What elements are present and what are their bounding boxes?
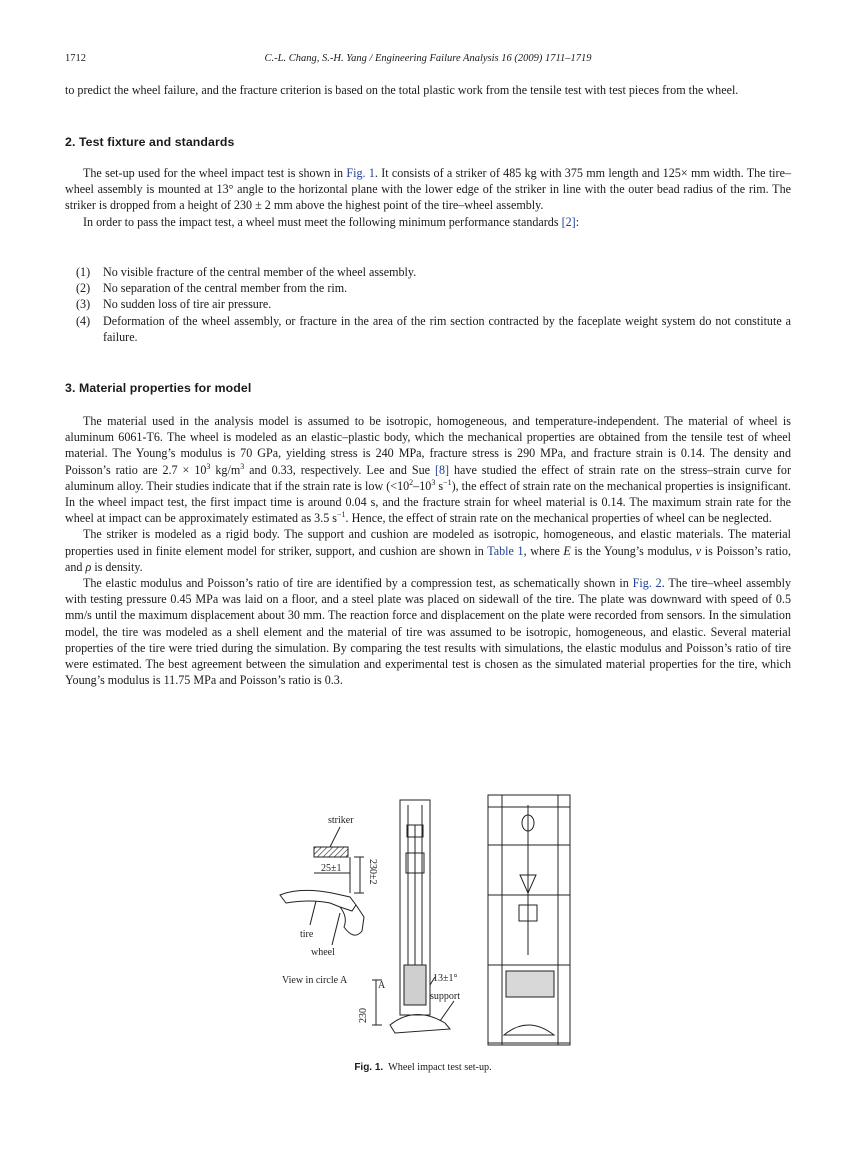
label-wheel: wheel <box>311 947 335 958</box>
text-run: have studied the effect of strain rate on the stress–strain curve for aluminum alloy. Their studies indicate that if the strain rate is low (<10 <box>65 462 791 493</box>
text-run: , where <box>523 543 564 558</box>
caption-label: Fig. 1. <box>354 1062 384 1073</box>
superscript: 3 <box>431 477 436 487</box>
symbol-E: E <box>563 543 571 558</box>
standard-item-1 <box>65 264 791 280</box>
list-number: (2) <box>76 281 91 296</box>
text-run: The elastic modulus and Poisson’s ratio of tire are identified by a compression test, as schematically shown in <box>83 576 633 591</box>
label-tire: tire <box>300 929 314 940</box>
symbol-v: v <box>695 543 702 558</box>
text-run: . The tire–wheel assembly with testing pressure 0.45 MPa was laid on a floor, and a steel plate was placed on sidewall of the tire. The plate was downward with speed of 0.5 mm/s until the maximum displacement about 30 mm. The reaction force and displacement on the plate were recorded from sensors. In the simulation model, the tire was modeled as a shell element and the material of tire was assumed to be isotropic, homogeneous, and elastic. Several material properties of the tire were tried during the simulation. By comparing the test results with simulations, the elastic modulus and Poisson’s ratio of tire were estimated. The best agreement between the simulation and experimental test is chosen as the simulated material properties for the tire, which Young’s modulus is 11.75 MPa and Poisson’s ratio is 0.3. <box>65 576 791 688</box>
list-text: No separation of the central member from the rim. <box>103 281 348 296</box>
text-run: kg/m <box>210 462 241 477</box>
label-drop: 230 <box>358 1008 369 1023</box>
table-1-link[interactable]: Table 1 <box>487 543 524 558</box>
text-run: The set-up used for the wheel impact test is shown in <box>83 166 347 180</box>
list-number: (1) <box>76 265 91 279</box>
text-run: : <box>575 214 580 229</box>
superscript: 3 <box>240 461 245 471</box>
text-run: and 0.33, respectively. Lee and Sue <box>244 462 435 477</box>
text-run: is Poisson’s ratio, and <box>65 543 791 574</box>
tire-profile <box>280 890 356 911</box>
frame-base <box>504 1025 554 1035</box>
text-run: is the Young’s modulus, <box>570 543 696 558</box>
section-3-paragraph-1 <box>65 413 791 526</box>
standard-item-4 <box>65 313 791 345</box>
text-run: . Hence, the effect of strain rate on the mechanical properties of wheel can be neglected. <box>345 511 772 526</box>
striker-leader <box>330 827 340 847</box>
frame-impact-zone <box>506 971 554 997</box>
fig-1-link[interactable]: Fig. 1 <box>346 166 375 180</box>
section-2-paragraph-2 <box>65 214 791 230</box>
intro-paragraph-block <box>65 82 791 98</box>
text-run: In order to pass the impact test, a wheel must meet the following minimum performance standards <box>83 214 562 229</box>
text-run: is density. <box>91 559 143 574</box>
text-run: ), the effect of strain rate on the mechanical properties is insignificant. In the wheel impact test, the first impact time is around 0.04 s, and the fracture strain for wheel material is 0.14. The maximum strain rate for the wheel at impact can be approximately estimated as 3.5 s <box>65 478 791 526</box>
section-3-paragraph-3 <box>65 575 791 688</box>
text-run: . It consists of a striker of 485 kg with 375 mm length and 125× mm width. The tire–wheel assembly is mounted at 13° angle to the horizontal plane with the lower edge of the striker in line with the outer bead radius of the rim. The striker is dropped from a height of 230 ± 2 mm above the highest point of the tire–wheel assembly. <box>65 166 791 213</box>
list-number: (3) <box>76 297 91 312</box>
superscript: −1 <box>337 510 346 520</box>
fig-2-link[interactable]: Fig. 2 <box>632 576 662 591</box>
text-run: The material used in the analysis model is assumed to be isotropic, homogeneous, and temperature-independent. The material of wheel is aluminum 6061-T6. The wheel is modeled as an elastic–plastic body, which the mechanical properties are obtained from the tensile test of wheel material. The Young’s modulus is 70 GPa, yielding stress is 240 MPa, fracture stress is 290 MPa, and fracture strain is 0.14. The density and Poisson’s ratio are 2.7 × 10 <box>65 414 791 477</box>
superscript: 2 <box>409 477 414 487</box>
intro-paragraph: to predict the wheel failure, and the fracture criterion is based on the total plastic work from the tensile test with test pieces from the wheel. <box>65 83 739 97</box>
tower-base <box>390 1014 450 1033</box>
section-3-paragraph-2 <box>65 526 791 575</box>
section-3-body <box>65 413 791 688</box>
standard-item-2 <box>65 280 791 296</box>
tire-leader <box>310 901 316 925</box>
list-text: No sudden loss of tire air pressure. <box>103 297 272 312</box>
figure-1-caption <box>0 1062 846 1073</box>
superscript: −1 <box>443 477 452 487</box>
label-offset: 25±1 <box>321 863 342 874</box>
wheel-profile <box>340 905 364 935</box>
journal-citation: C.-L. Chang, S.-H. Yang / Engineering Failure Analysis 16 (2009) 1711–1719 <box>264 53 592 64</box>
list-number: (4) <box>76 313 91 328</box>
wheel-leader <box>332 913 340 945</box>
label-striker: striker <box>328 815 354 826</box>
label-view: View in circle A <box>282 975 348 986</box>
standards-list-block <box>65 264 791 345</box>
tower-weight-stack <box>404 965 426 1005</box>
ref-8-link[interactable]: [8] <box>434 462 450 477</box>
label-angle: 13±1° <box>433 973 458 984</box>
standard-item-3 <box>65 296 791 312</box>
list-text: No visible fracture of the central member of the wheel assembly. <box>103 265 417 279</box>
section-2-paragraph-1 <box>65 165 791 214</box>
text-run: The striker is modeled as a rigid body. The support and cushion are modeled as isotropic, homogeneous, and elastic materials. The material properties used in finite element model for striker, support, and cushion are shown in <box>65 527 791 558</box>
superscript: 3 <box>206 461 211 471</box>
support-leader <box>440 1001 454 1021</box>
text-run: –10 <box>413 478 432 493</box>
text-run: s <box>435 478 444 493</box>
page-number: 1712 <box>65 53 86 64</box>
section-2-heading: 2. Test fixture and standards <box>65 135 235 149</box>
list-text: Deformation of the wheel assembly, or fracture in the area of the rim section contracted by the faceplate weight system do not constitute a failure. <box>103 313 791 344</box>
label-circle-a: A <box>378 980 386 991</box>
label-height: 230±2 <box>367 859 378 885</box>
symbol-rho: ρ <box>85 559 92 574</box>
standards-list <box>65 264 791 345</box>
section-3-heading: 3. Material properties for model <box>65 381 252 395</box>
figure-1 <box>270 785 580 1055</box>
label-support: support <box>430 991 460 1002</box>
ref-2-link[interactable]: [2] <box>561 214 576 229</box>
section-2-body <box>65 165 791 230</box>
striker-block <box>314 847 348 857</box>
caption-text: Wheel impact test set-up. <box>388 1062 492 1073</box>
